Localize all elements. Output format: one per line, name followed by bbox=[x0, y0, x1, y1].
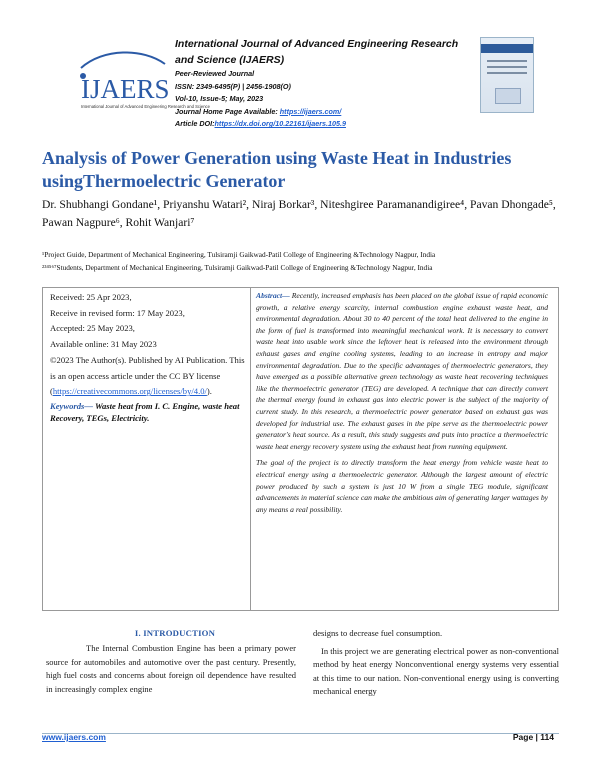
homepage-label: Journal Home Page Available: bbox=[175, 106, 280, 116]
intro-paragraph: The Internal Combustion Engine has been a primary power source for automobiles and automotive over the past century. Presently, high fuel costs and concerns about foreign oil dependence have resulted in increasingly complex engine bbox=[46, 643, 296, 694]
body-right-column bbox=[313, 627, 559, 703]
keywords-text: Waste heat from I. C. Engine, waste heat Recovery, TEGs, Electricity. bbox=[50, 400, 240, 423]
copyright-text: ©2023 The Author(s). Published by AI Publication. This is an open access article under the CC BY license bbox=[50, 354, 245, 381]
intro-continued: designs to decrease fuel consumption. bbox=[313, 628, 443, 638]
footer-rule bbox=[42, 733, 559, 734]
abstract-paragraph-1: Abstract— Recently, increased emphasis has been placed on the global issue of rapid economic growth, a relative energy scarcity, internal combustion engine exhaust waste heat, and environmental degradation. About 30 to 40 percent of the total heat delivered to the engine in the form of fuel is transformed into meaningful mechanical work. It is necessary to convert waste heat into usable work since the leftover heat is released into the environment through exhaust gases and engine cooling systems, leading to an increase in entropy and major environmental degradation. Due to the specific advantages of thermoelectric generators, they have emerged as a possible alternative green technology as waste heat recovering techniques like the thermoelectric generator (TEG) are developed. A technique that can directly convert the thermal energy found in exhaust gas into electric power is the subject of the majority of current study. In this research, a thermoelectric power generator based on exhaust gas was developed for industrial use. The exhaust gases in the pipe serve as the thermoelectric power generator's heat source. As a result, this study suggests and puts into practice a thermoelectric waste heat energy recovery system using the exhaust heat from running equipment. bbox=[256, 291, 548, 451]
section-heading-introduction: I. INTRODUCTION bbox=[134, 628, 216, 638]
volume: Vol-10, Issue-5; May, 2023 bbox=[175, 94, 264, 103]
doi-label: Article DOI: bbox=[175, 119, 215, 128]
footer-site-link[interactable]: www.ijaers.com bbox=[42, 732, 106, 742]
logo-subtitle: International Journal of Advanced Engineering Research and Science bbox=[81, 104, 210, 109]
accepted-date: Accepted: 25 May 2023, bbox=[50, 323, 135, 334]
affiliation-1: ¹Project Guide, Department of Mechanical Engineering, Tulsiramji Gaikwad-Patil College of Engineering &Technology Nagpur, India bbox=[42, 250, 436, 259]
journal-header bbox=[175, 36, 475, 131]
affiliation-2: ²³⁴⁵⁶⁷Students, Department of Mechanical Engineering, Tulsiramji Gaikwad-Patil College of Engineering &Technology Nagpur, India bbox=[42, 262, 433, 272]
doi-link[interactable]: https://dx.doi.org/10.22161/ijaers.105.9 bbox=[214, 119, 346, 128]
issn: ISSN: 2349-6495(P) | 2456-1908(O) bbox=[175, 81, 291, 91]
keywords-label: Keywords— bbox=[50, 400, 93, 411]
paper-title: Analysis of Power Generation using Waste Heat in Industries usingThermoelectric Generator bbox=[42, 148, 512, 191]
license-line: (https://creativecommons.org/licenses/by/4.0/). bbox=[50, 386, 212, 397]
author-list: Dr. Shubhangi Gondane¹, Priyanshu Watari², Niraj Borkar³, Niteshgiree Paramanandigiree⁴, Pavan Dhongade⁵, Pawan Nagpure⁶, Rohit Wanjari⁷ bbox=[42, 198, 556, 229]
journal-logo bbox=[73, 46, 210, 122]
abstract-label: Abstract— bbox=[256, 291, 290, 300]
homepage-line bbox=[175, 106, 475, 119]
body-left-column bbox=[46, 642, 296, 696]
info-divider bbox=[250, 288, 251, 610]
page-number: Page | 114 bbox=[512, 732, 554, 742]
homepage-link[interactable]: https://ijaers.com/ bbox=[279, 106, 342, 116]
doi-line bbox=[175, 118, 475, 131]
peer-reviewed: Peer-Reviewed Journal bbox=[175, 69, 255, 78]
abstract-paragraph-2: The goal of the project is to directly transform the heat energy from vehicle waste heat to electrical energy using a thermoelectric generator. Although the largest amount of electric power produced by such a system is just 10 W from a single TEG module, significant advancements in material science can make the ambitious aim of generating larger wattages by any means a real possibility. bbox=[256, 458, 548, 514]
license-link[interactable]: https://creativecommons.org/licenses/by/4.0/ bbox=[52, 386, 207, 397]
journal-cover-thumbnail bbox=[480, 37, 534, 113]
abstract bbox=[256, 290, 548, 520]
received-date: Received: 25 Apr 2023, bbox=[50, 292, 132, 302]
online-date: Available online: 31 May 2023 bbox=[50, 339, 157, 350]
journal-name: International Journal of Advanced Engineering Research and Science (IJAERS) bbox=[175, 38, 459, 66]
keywords bbox=[50, 400, 250, 424]
article-history bbox=[50, 290, 250, 424]
logo-text: IJAERS bbox=[81, 74, 170, 104]
affiliations bbox=[42, 249, 582, 274]
revised-date: Receive in revised form: 17 May 2023, bbox=[50, 307, 185, 318]
intro-paragraph-2: In this project we are generating electrical power as non-conventional method by heat energy Nonconventional energy systems very essential at this time to our nation. Non-conventional energy using is converting mechanical energy bbox=[313, 645, 559, 696]
